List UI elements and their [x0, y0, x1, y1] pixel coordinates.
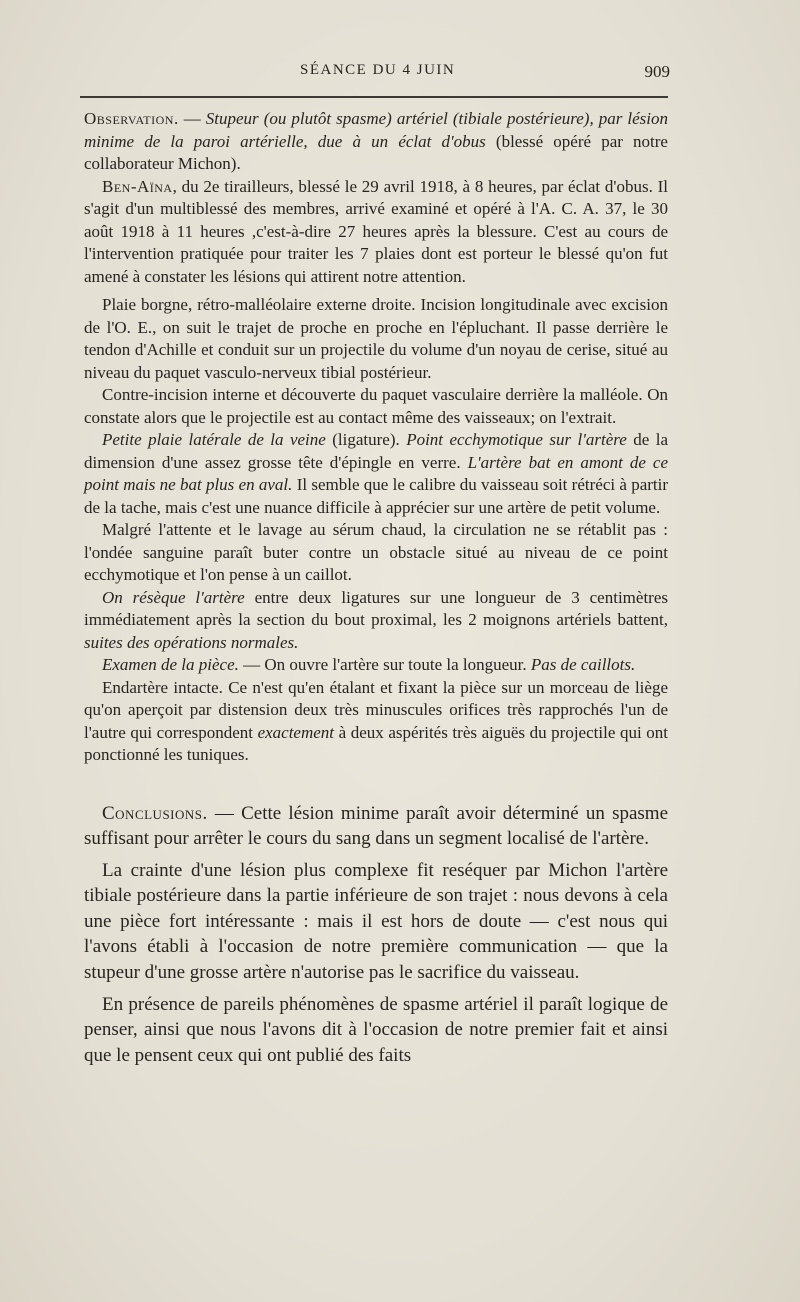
- examen-italic-2: Pas de caillots.: [530, 655, 636, 674]
- examen-text-1: — On ouvre l'artère sur toute la longueur.: [238, 655, 531, 674]
- page-header: [80, 62, 670, 88]
- spacer: [84, 767, 668, 801]
- petite-plaie-text-2: de la dimension d'une assez grosse tête d'épingle en verre.: [84, 430, 668, 472]
- presence-paragraph: En présence de pareils phénomènes de spasme artériel il paraît logique de penser, ainsi que nous l'avons dit à l'occasion de notre premier fait et ainsi que le pensent ceux qui ont publié des faits: [84, 993, 668, 1066]
- observation-dash: —: [178, 109, 206, 128]
- malgre-paragraph: Malgré l'attente et le lavage au sérum chaud, la circulation ne se rétablit pas : l'ondée sanguine paraît buter contre un obstacle situé au niveau de ce point ecchymotique et l'on pense à un caillot.: [84, 520, 668, 584]
- patient-paragraph: [84, 176, 668, 289]
- endartere-italic: exactement: [257, 722, 335, 742]
- contre-incision-paragraph: Contre-incision interne et découverte du paquet vasculaire derrière la malléole. On constate alors que le projectile est au contact même des vaisseaux; on l'extrait.: [84, 385, 668, 427]
- crainte-paragraph: La crainte d'une lésion plus complexe fit reséquer par Michon l'artère tibiale postérieure dans la partie inférieure de son trajet : nous devons à cela une pièce fort intéressante : mais il est hors de doute — c'est nous qui l'avons établi à l'occasion de notre première communication — que la stupeur d'une grosse artère n'autorise pas le sacrifice du vaisseau.: [84, 859, 668, 984]
- reseque-italic-2: suites des opérations normales.: [84, 632, 299, 652]
- page-number: 909: [644, 62, 670, 81]
- conclusions-text: — Cette lésion minime paraît avoir déterminé un spasme suffisant pour arrêter le cours du sang dans un segment localisé de l'artère.: [84, 802, 668, 850]
- petite-plaie-text-3: Il semble que le calibre du vaisseau soit rétréci à partir de la tache, mais c'est une nuance difficile à apprécier sur une artère de petit volume.: [84, 475, 669, 517]
- conclusions-label: Conclusions.: [102, 802, 208, 824]
- examen-italic-1: Examen de la pièce.: [102, 655, 239, 674]
- running-title: SÉANCE DU 4 JUIN: [300, 62, 456, 78]
- observation-paragraph: [84, 108, 668, 176]
- conclusions-paragraph: [84, 801, 668, 852]
- plaie-paragraph: Plaie borgne, rétro-malléolaire externe droite. Incision longitudinale avec excision de l'O. E., on suit le trajet de proche en proche en l'épluchant. Il passe derrière le tendon d'Achille et conduit sur un projectile du volume d'un noyau de cerise, situé au niveau du paquet vasculo-nerveux tibial postérieur.: [84, 295, 668, 382]
- endartere-paragraph: [84, 677, 668, 767]
- endartere-text-1: Endartère intacte. Ce n'est qu'en étalant et fixant la pièce sur un morceau de liège qu'on aperçoit par distension deux très minuscules orifices très rapprochés l'un de l'autre qui correspondent: [84, 677, 668, 742]
- petite-plaie-italic-3: L'artère bat en amont de ce point mais ne bat plus en aval.: [84, 452, 668, 494]
- petite-plaie-italic-1: Petite plaie latérale de la veine: [102, 430, 326, 449]
- article-body: [84, 108, 668, 1068]
- reseque-text-1: entre deux ligatures sur une longueur de 3 centimètres immédiatement après la section du bout proximal, les 2 moignons artériels battent,: [84, 587, 668, 629]
- observation-title: Stupeur (ou plutôt spasme) artériel (tibiale postérieure), par lésion minime de la paroi artérielle, due à un éclat d'obus: [84, 109, 668, 151]
- reseque-italic-1: On résèque l'artère: [102, 587, 245, 607]
- patient-name: Ben-Aïna: [102, 176, 173, 196]
- observation-title-rest: (blessé opéré par notre collaborateur Michon).: [84, 131, 668, 173]
- petite-plaie-italic-2: Point ecchymotique sur l'artère: [406, 430, 627, 449]
- patient-text: , du 2e tirailleurs, blessé le 29 avril 1918, à 8 heures, par éclat d'obus. Il s'agit d'un multiblessé des membres, arrivé examiné et opéré à l'A. C. A. 37, le 30 août 1918 à 11 heures ,c'est-à-dire 27 heures après la blessure. C'est au cours de l'intervention pratiquée pour traiter les 7 plaies dont est porteur le blessé qu'on fut amené à constater les lésions qui attirent notre attention.: [84, 176, 668, 286]
- petite-plaie-paragraph: [84, 429, 668, 519]
- reseque-paragraph: [84, 587, 668, 655]
- petite-plaie-text-1: (ligature).: [325, 430, 407, 449]
- endartere-text-2: à deux aspérités très aiguës du projectile qui ont ponctionné les tuniques.: [84, 722, 668, 764]
- header-rule: [80, 96, 668, 98]
- examen-paragraph: [84, 654, 668, 677]
- observation-label: Observation.: [84, 109, 179, 128]
